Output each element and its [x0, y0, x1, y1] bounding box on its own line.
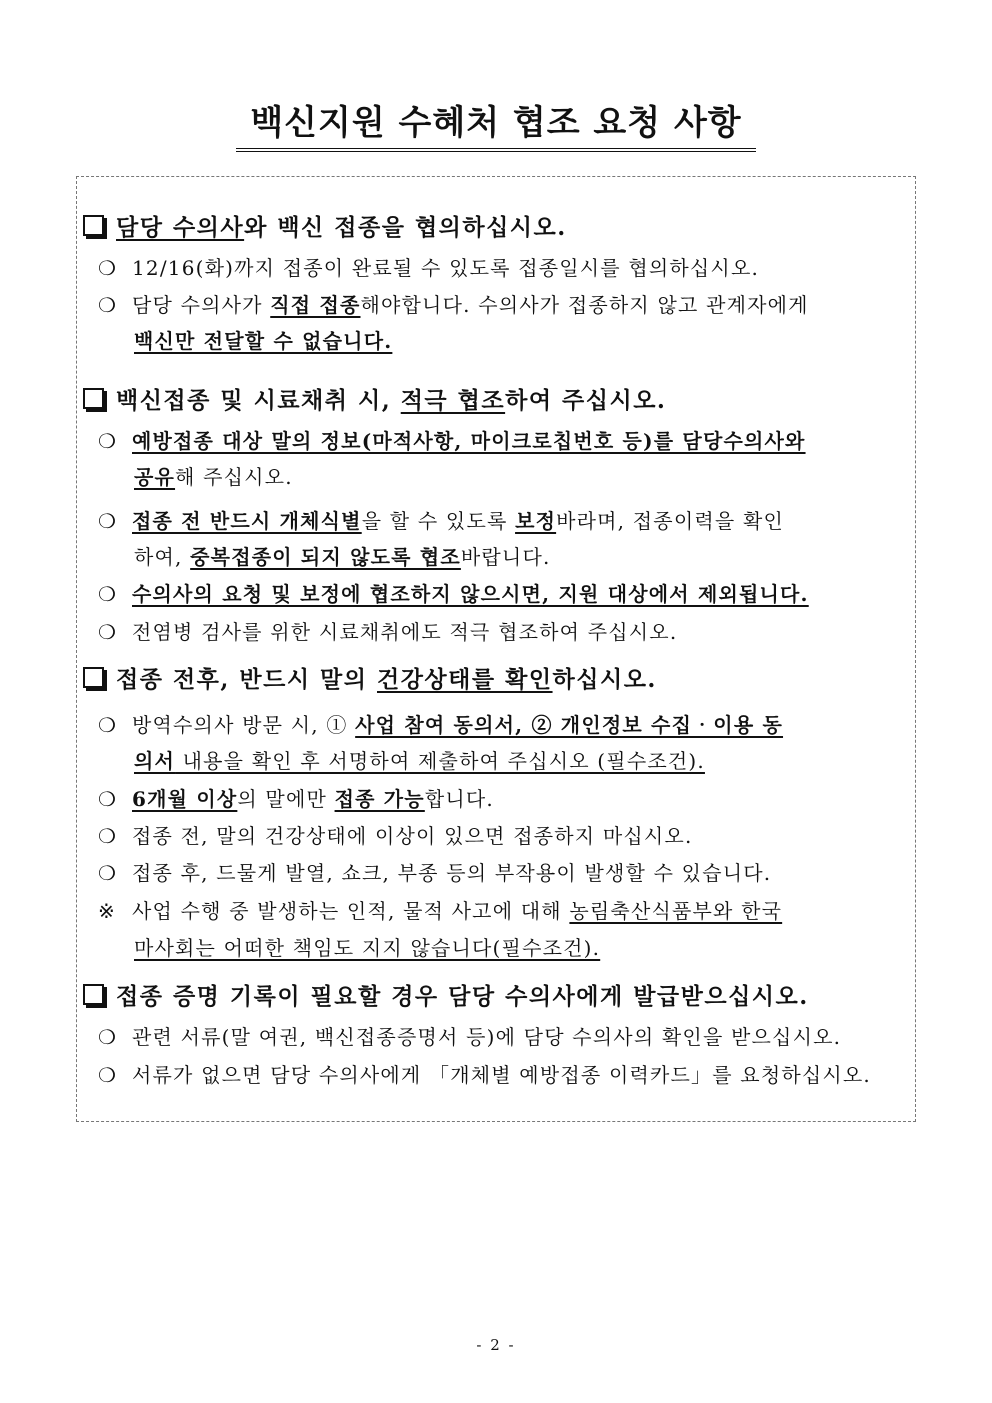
s3-b4-text: 접종 후, 드물게 발열, 쇼크, 부종 등의 부작용이 발생할 수 있습니다.: [132, 861, 772, 885]
section-3-heading: [83, 665, 657, 695]
s3-bullet-1: [98, 711, 783, 739]
s3-b2-c: 접종 가능: [334, 787, 425, 811]
checkbox-square-icon: [83, 215, 104, 236]
circle-bullet-icon: ❍: [98, 1063, 118, 1087]
s2-bullet-2-cont: [134, 543, 551, 571]
page-title-text: 백신지원 수혜처 협조 요청 사항: [236, 100, 755, 152]
s4-heading-text: 접종 증명 기록이 필요할 경우 담당 수의사에게 발급받으십시오.: [116, 983, 809, 1010]
s2-b1-a: 예방접종 대상 말의 정보(마적사항, 마이크로칩번호 등)를 담당수의사와: [132, 429, 806, 453]
s1-b2-b: 직접 접종: [270, 293, 361, 317]
s2-b4-text: 전염병 검사를 위한 시료채취에도 적극 협조하여 주십시오.: [132, 620, 678, 644]
page-title: [0, 100, 992, 152]
circle-bullet-icon: ❍: [98, 787, 118, 811]
s3-b3-text: 접종 전, 말의 건강상태에 이상이 있으면 접종하지 마십시오.: [132, 824, 693, 848]
s2-b3-text: 수의사의 요청 및 보정에 협조하지 않으시면, 지원 대상에서 제외됩니다.: [132, 582, 809, 606]
s2-bullet-3: [98, 580, 809, 608]
s1-b2-a: 담당 수의사가: [132, 293, 271, 317]
s2-bullet-4: [98, 618, 677, 646]
checkbox-square-icon: [83, 667, 104, 688]
s3-b2-a: 6개월 이상: [132, 787, 238, 811]
s3-bullet-3: [98, 822, 693, 850]
s2-b2-c: 보정: [515, 509, 557, 533]
s2-b2-d: 바라며, 접종이력을 확인: [556, 509, 784, 533]
page-number: - 2 -: [476, 1336, 516, 1354]
s4-b1-text: 관련 서류(말 여권, 백신접종증명서 등)에 담당 수의사의 확인을 받으십시오.: [132, 1025, 842, 1049]
section-4-heading: [83, 982, 809, 1012]
s3-b1-d: 내용을 확인 후 서명하여 제출하여 주십시오 (필수조건).: [175, 749, 705, 773]
s2-bullet-2: [98, 507, 784, 535]
circle-bullet-icon: ❍: [98, 429, 118, 453]
circle-bullet-icon: ❍: [98, 509, 118, 533]
s3-heading-b: 건강상태를 확인: [377, 666, 553, 693]
section-1-heading: [83, 213, 567, 243]
s2-heading-c: 하여 주십시오.: [505, 387, 667, 414]
s1-heading-a: 담당 수의사: [116, 214, 245, 241]
s3-b2-b: 의 말에만: [237, 787, 335, 811]
s2-heading-a: 백신접종 및 시료채취 시,: [116, 387, 401, 414]
circle-bullet-icon: ❍: [98, 620, 118, 644]
circle-bullet-icon: ❍: [98, 824, 118, 848]
s3-n1-b: 농림축산식품부와 한국: [569, 899, 783, 923]
s3-n1-a: 사업 수행 중 발생하는 인적, 물적 사고에 대해: [132, 899, 570, 923]
s1-b2-c: 해야합니다. 수의사가 접종하지 않고 관계자에게: [360, 293, 809, 317]
s3-b1-a: 방역수의사 방문 시, ①: [132, 713, 356, 737]
s2-b2-b: 을 할 수 있도록: [361, 509, 516, 533]
s3-b2-d: 합니다.: [424, 787, 494, 811]
s1-bullet-1: [98, 254, 759, 282]
s3-bullet-1-cont: [134, 747, 705, 775]
circle-bullet-icon: ❍: [98, 582, 118, 606]
section-2-heading: [83, 386, 666, 416]
checkbox-square-icon: [83, 388, 104, 409]
s3-bullet-4: [98, 859, 771, 887]
s3-note-1-cont: [134, 934, 600, 962]
circle-bullet-icon: ❍: [98, 713, 118, 737]
s3-heading-a: 접종 전후, 반드시 말의: [116, 666, 377, 693]
s3-heading-c: 하십시오.: [552, 666, 657, 693]
s1-heading-b: 와 백신 접종을 협의하십시오.: [244, 214, 567, 241]
s2-b2-g: 바랍니다.: [460, 545, 551, 569]
circle-bullet-icon: ❍: [98, 861, 118, 885]
checkbox-square-icon: [83, 984, 104, 1005]
s3-b1-c: 의서: [134, 749, 176, 773]
s4-bullet-1: [98, 1023, 841, 1051]
circle-bullet-icon: ❍: [98, 256, 118, 280]
s4-b2-text: 서류가 없으면 담당 수의사에게 「개체별 예방접종 이력카드」를 요청하십시오.: [132, 1063, 871, 1087]
s2-b2-a: 접종 전 반드시 개체식별: [132, 509, 362, 533]
s3-note-1: [98, 897, 782, 925]
s2-heading-b: 적극 협조: [400, 387, 506, 414]
s1-b1-text: 12/16(화)까지 접종이 완료될 수 있도록 접종일시를 협의하십시오.: [132, 256, 760, 280]
s1-b2-d: 백신만 전달할 수 없습니다.: [134, 329, 393, 353]
s1-bullet-2-cont: [134, 327, 392, 355]
circle-bullet-icon: ❍: [98, 293, 118, 317]
s2-b1-b: 공유: [134, 465, 176, 489]
s2-b2-f: 중복접종이 되지 않도록 협조: [190, 545, 461, 569]
s3-b1-b: 사업 참여 동의서, ② 개인정보 수집‧이용 동: [355, 713, 784, 737]
s2-bullet-1: [98, 427, 806, 455]
reference-mark-icon: ※: [98, 899, 116, 923]
circle-bullet-icon: ❍: [98, 1025, 118, 1049]
s2-b1-c: 해 주십시오.: [175, 465, 293, 489]
s1-bullet-2: [98, 291, 809, 319]
s3-n1-c: 마사회는 어떠한 책임도 지지 않습니다(필수조건).: [134, 936, 601, 960]
s2-bullet-1-cont: [134, 463, 293, 491]
s2-b2-e: 하여,: [134, 545, 191, 569]
s4-bullet-2: [98, 1061, 871, 1089]
s3-bullet-2: [98, 785, 494, 813]
